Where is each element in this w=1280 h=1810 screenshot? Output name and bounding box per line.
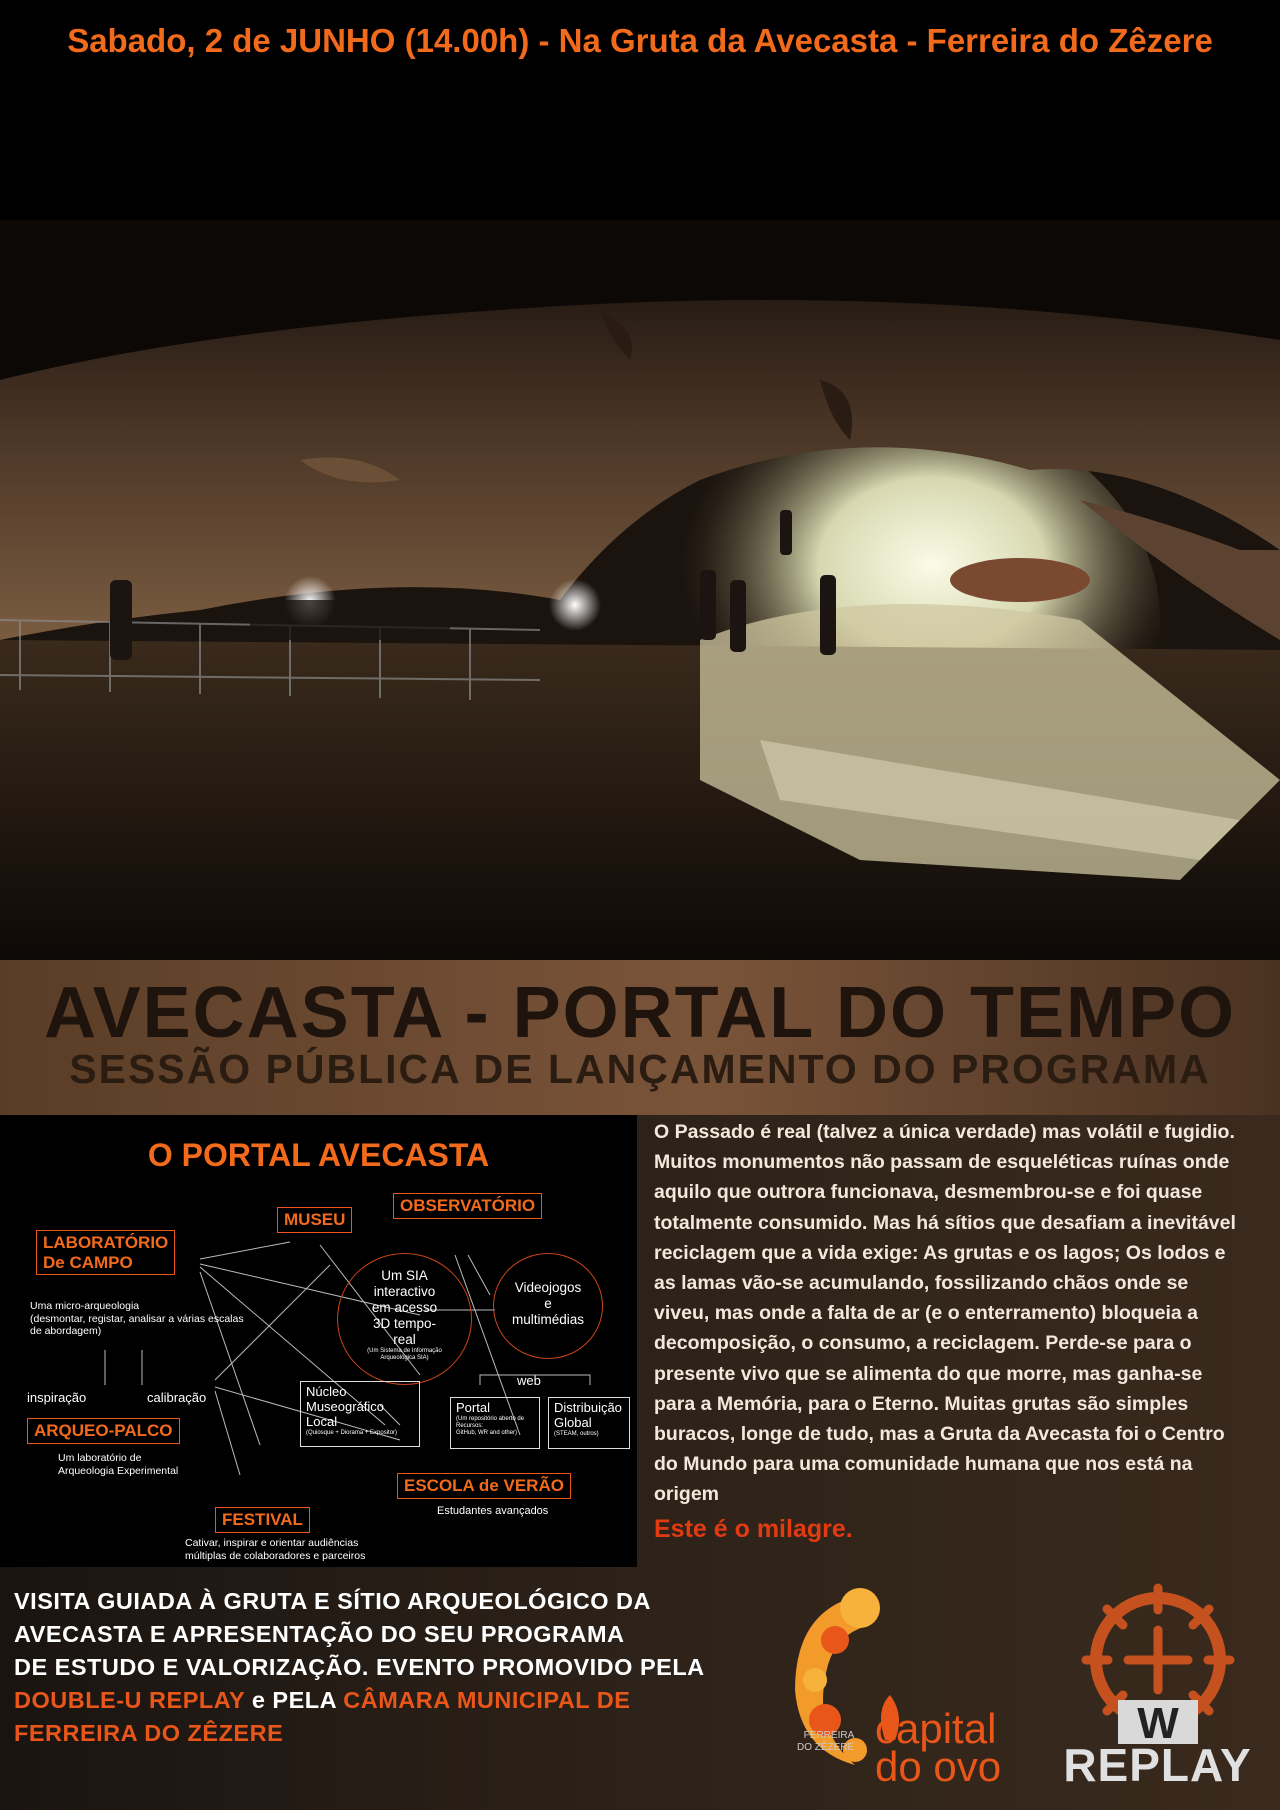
distribuicao-line-2: Global — [554, 1414, 592, 1430]
distribuicao-box — [548, 1397, 630, 1449]
organizer-camara-part2: FERREIRA DO ZÊZERE — [14, 1720, 284, 1746]
arqueo-desc-2: Arqueologia Experimental — [58, 1464, 179, 1477]
videojogos-circle — [493, 1253, 603, 1359]
laboratorio-desc-2: (desmontar, registar, analisar a várias escalas — [30, 1312, 244, 1325]
videojogos-text — [494, 1254, 602, 1328]
event-line-3: DE ESTUDO E VALORIZAÇÃO. EVENTO PROMOVIDO PELA — [14, 1654, 705, 1680]
intro-paragraph: O Passado é real (talvez a única verdade) mas volátil e fugidio. Muitos monumentos não passam de esqueléticas ruínas onde aquilo que outrora funcionava, desmembrou-se e foi quase totalmente consumido. Mas há sítios que desafiam a inevitável reciclagem que a vida exige: As grutas e os lagos; Os lodos e as lamas vão-se acumulando, fossilizando chãos onde se viveu, mas onde a falta de ar (e o enterramento) bloqueia a decomposição, o consumo, a reciclagem. Perde-se para o presente vivo que se alimenta do que morre, mas ganha-se para a Memória, para o Eterno. Muitas grutas são simples buracos, longe de tudo, mas a Gruta da Avecasta foi o Centro do Mundo para uma comunidade humana que nos está na origem — [654, 1121, 1236, 1506]
capital-logo-small-text — [797, 1730, 854, 1754]
sub-title: SESSÃO PÚBLICA DE LANÇAMENTO DO PROGRAMA — [69, 1046, 1211, 1092]
sia-note — [338, 1348, 471, 1362]
sia-text — [338, 1254, 471, 1348]
w-letter: W — [1137, 1699, 1179, 1748]
w-replay-logo — [1040, 1580, 1275, 1795]
calibracao-label: calibração — [147, 1390, 207, 1405]
sia-line-1: Um SIA — [381, 1268, 428, 1283]
arqueo-palco-desc — [58, 1452, 178, 1477]
laboratorio-line1: LABORATÓRIO — [43, 1233, 169, 1252]
capital-small-2: DO ZÊZERE — [797, 1742, 855, 1753]
nucleo-box — [300, 1381, 420, 1447]
event-description — [14, 1585, 774, 1750]
escola-verao-box: ESCOLA de VERÃO — [397, 1473, 571, 1499]
cave-illustration — [0, 220, 1280, 960]
escola-verao-desc: Estudantes avançados — [437, 1505, 549, 1517]
miracle-text: Este é o milagre. — [654, 1515, 853, 1543]
portal-box — [450, 1397, 540, 1449]
capital-do-ovo-logo — [775, 1580, 1035, 1795]
observatorio-box: OBSERVATÓRIO — [393, 1193, 542, 1219]
portal-label: Portal — [456, 1400, 490, 1415]
arqueo-palco-box: ARQUEO-PALCO — [27, 1418, 180, 1444]
portal-note-3: GitHub, WR and other) — [456, 1429, 518, 1436]
sia-line-4: 3D tempo- — [372, 1316, 437, 1331]
conjunction-text: e PELA — [244, 1687, 344, 1713]
replay-word: REPLAY — [1063, 1739, 1252, 1791]
festival-desc-2: múltiplas de colaboradores e parceiros — [185, 1549, 366, 1562]
sia-circle — [337, 1253, 472, 1385]
nucleo-line-2: Museográfico — [306, 1398, 385, 1414]
museu-box: MUSEU — [277, 1207, 352, 1233]
diagram-title: O PORTAL AVECASTA — [147, 1137, 490, 1173]
laboratorio-desc — [30, 1300, 244, 1338]
event-line-1: VISITA GUIADA À GRUTA E SÍTIO ARQUEOLÓGICO DA — [14, 1588, 651, 1614]
sia-line-5: real — [393, 1332, 416, 1347]
organizer-camara-part1: CÂMARA MUNICIPAL DE — [343, 1687, 631, 1713]
sia-note-1: (Um Sistema de Informação — [367, 1348, 442, 1354]
event-line-4 — [14, 1684, 774, 1717]
main-title: AVECASTA - PORTAL DO TEMPO — [43, 973, 1236, 1053]
do-ovo-word: do ovo — [875, 1743, 1002, 1790]
videojogos-line-3: multimédias — [511, 1312, 585, 1327]
nucleo-note: (Quiosque + Diorama + Expositor) — [306, 1429, 398, 1436]
event-date-header: Sabado, 2 de JUNHO (14.00h) - Na Gruta da Avecasta - Ferreira do Zêzere — [67, 22, 1213, 59]
distribuicao-line-1: Distribuição — [554, 1400, 622, 1415]
festival-box: FESTIVAL — [215, 1507, 310, 1533]
distribuicao-note: (STEAM, outros) — [554, 1430, 599, 1437]
inspiracao-label: inspiração — [27, 1390, 87, 1405]
capital-logo-text — [875, 1705, 1002, 1790]
nucleo-line-3: Local — [306, 1413, 338, 1429]
laboratorio-line2: De CAMPO — [43, 1252, 133, 1272]
capital-word: capital — [875, 1705, 997, 1752]
nucleo-line-1: Núcleo — [306, 1384, 347, 1399]
event-line-2: AVECASTA E APRESENTAÇÃO DO SEU PROGRAMA — [14, 1621, 625, 1647]
videojogos-line-1: Videojogos — [514, 1280, 582, 1295]
laboratorio-desc-1: Uma micro-arqueologia — [30, 1300, 140, 1312]
sia-line-2: interactivo — [373, 1284, 436, 1299]
laboratorio-box — [36, 1230, 175, 1275]
capital-small-1: FERREIRA — [803, 1730, 855, 1741]
cave-photo — [0, 220, 1280, 960]
portal-note-1: (Um repositório aberto de — [456, 1415, 525, 1422]
portal-note-2: Recursos: — [456, 1422, 484, 1429]
organizer-double-u-replay: DOUBLE-U REPLAY — [14, 1687, 245, 1713]
festival-desc-1: Cativar, inspirar e orientar audiências — [185, 1537, 359, 1549]
laboratorio-desc-3: de abordagem) — [30, 1325, 102, 1338]
arqueo-desc-1: Um laboratório de — [58, 1452, 142, 1464]
festival-desc — [185, 1537, 365, 1562]
videojogos-line-2: e — [544, 1296, 552, 1311]
sia-line-3: em acesso — [371, 1300, 438, 1315]
portal-diagram — [0, 1115, 637, 1567]
sia-note-2: Arqueológica SIA) — [380, 1355, 429, 1361]
web-label: web — [517, 1373, 541, 1388]
